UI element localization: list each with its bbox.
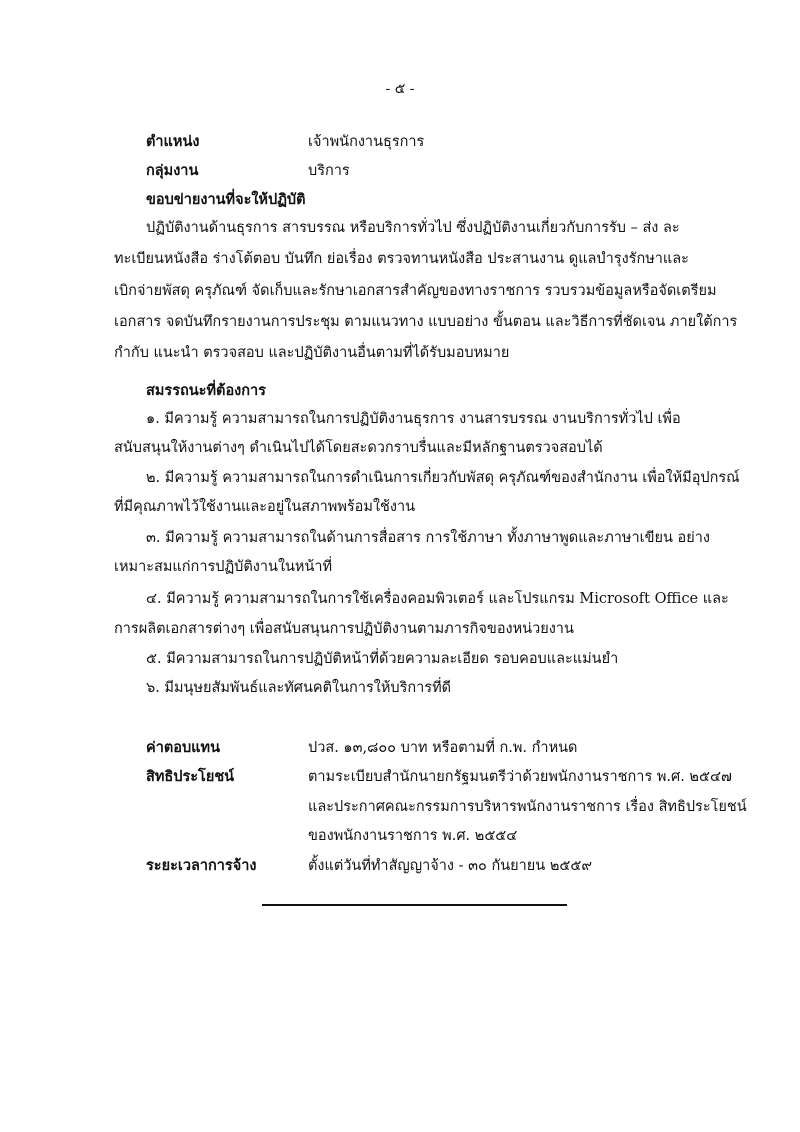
competency-item-1-line2: สนับสนุนให้งานต่างๆ ดำเนินไปได้โดยสะดวกราบรื่นและมีหลักฐานตรวจสอบได้ [114,440,603,456]
employment-period-label: ระยะเวลาการจ้าง [146,857,257,874]
competency-item-2-line2: ที่มีคุณภาพไว้ใช้งานและอยู่ในสภาพพร้อมใช้งาน [114,499,416,515]
scope-heading: ขอบข่ายงานที่จะให้ปฏิบัติ [146,191,306,208]
scope-line: ปฏิบัติงานด้านธุรการ สารบรรณ หรือบริการทั่วไป ซึ่งปฏิบัติงานเกี่ยวกับการรับ – ส่ง ละ [146,220,680,236]
scope-line: กำกับ แนะนำ ตรวจสอบ และปฏิบัติงานอื่นตามที่ได้รับมอบหมาย [114,345,510,361]
benefits-label: สิทธิประโยชน์ [146,768,235,785]
competency-item-3-line2: เหมาะสมแก่การปฏิบัติงานในหน้าที่ [114,559,333,575]
scope-line: เอกสาร จดบันทึกรายงานการประชุม ตามแนวทาง แบบอย่าง ขั้นตอน และวิธีการที่ชัดเจน ภายใต้การ [114,314,738,330]
work-group-label: กลุ่มงาน [146,162,199,179]
scope-line: เบิกจ่ายพัสดุ ครุภัณฑ์ จัดเก็บและรักษาเอกสารสำคัญของทางราชการ รวบรวมข้อมูลหรือจัดเตรียม [114,283,717,299]
position-value: เจ้าพนักงานธุรการ [308,134,425,150]
benefits-line: ตามระเบียบสำนักนายกรัฐมนตรีว่าด้วยพนักงานราชการ พ.ศ. ๒๕๔๗ [308,769,732,785]
competency-item-4-line1: ๔. มีความรู้ ความสามารถในการใช้เครื่องคอมพิวเตอร์ และโปรแกรม Microsoft Office และ [146,591,729,607]
benefits-line: และประกาศคณะกรรมการบริหารพนักงานราชการ เรื่อง สิทธิประโยชน์ [308,799,747,815]
scope-line: ทะเบียนหนังสือ ร่างโต้ตอบ บันทึก ย่อเรื่อง ตรวจทานหนังสือ ประสานงาน ดูแลบำรุงรักษาและ [114,251,689,267]
end-divider [262,904,567,906]
compensation-label: ค่าตอบแทน [146,739,220,756]
competency-item-3-line1: ๓. มีความรู้ ความสามารถในด้านการสื่อสาร การใช้ภาษา ทั้งภาษาพูดและภาษาเขียน อย่าง [146,530,710,546]
work-group-value: บริการ [308,163,350,179]
compensation-value: ปวส. ๑๓,๘๐๐ บาท หรือตามที่ ก.พ. กำหนด [308,740,578,756]
competency-item-4-line2: การผลิตเอกสารต่างๆ เพื่อสนับสนุนการปฏิบัติงานตามภารกิจของหน่วยงาน [114,621,574,637]
position-label: ตำแหน่ง [146,133,200,150]
page-number: - ๕ - [385,81,415,97]
competency-item-6-line1: ๖. มีมนุษยสัมพันธ์และทัศนคติในการให้บริการที่ดี [146,680,452,696]
competency-item-1-line1: ๑. มีความรู้ ความสามารถในการปฏิบัติงานธุรการ งานสารบรรณ งานบริการทั่วไป เพื่อ [146,411,681,427]
employment-period-value: ตั้งแต่วันที่ทำสัญญาจ้าง - ๓๐ กันยายน ๒๕๕๙ [308,858,592,874]
competency-item-5-line1: ๕. มีความสามารถในการปฏิบัติหน้าที่ด้วยความละเอียด รอบคอบและแม่นยำ [146,651,619,667]
competencies-heading: สมรรถนะที่ต้องการ [146,382,266,399]
competency-item-2-line1: ๒. มีความรู้ ความสามารถในการดำเนินการเกี่ยวกับพัสดุ ครุภัณฑ์ของสำนักงาน เพื่อให้มีอุปกรณ์ [146,470,740,486]
benefits-line: ของพนักงานราชการ พ.ศ. ๒๕๕๔ [308,828,518,844]
